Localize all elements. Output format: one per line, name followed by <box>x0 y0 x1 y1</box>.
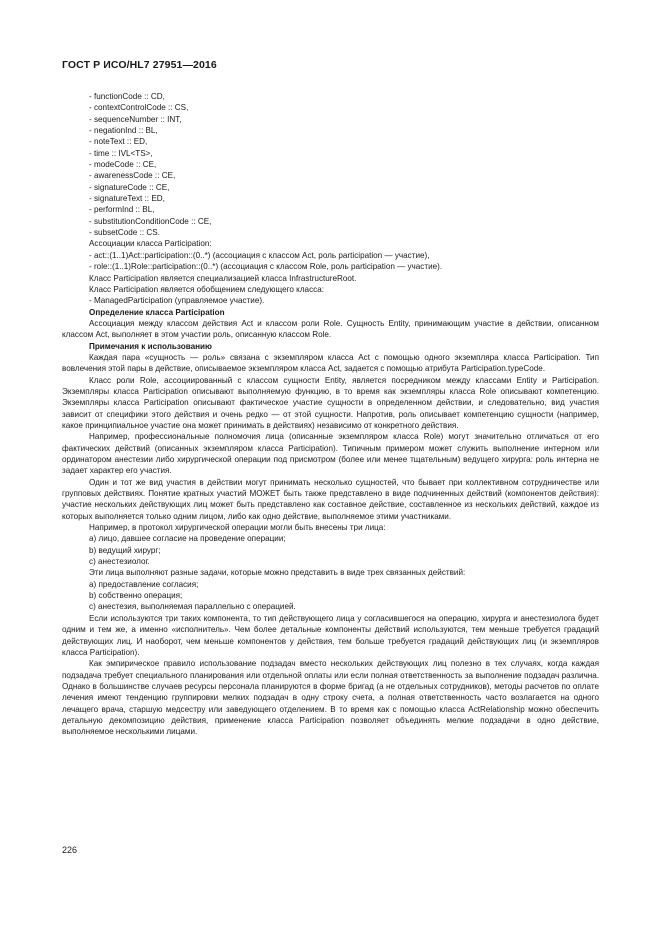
generalization-item: - ManagedParticipation (управляемое участие). <box>89 296 265 306</box>
attribute-item: - substitutionConditionCode :: CE, <box>89 216 212 226</box>
notes-paragraph: Каждая пара «сущность — роль» связана с экземпляром класса Act с помощью одного экземпляра класса Participation. Тип вовлечения этой пары в действие, описываемое экземпляром класса Act, задается с помощью атрибута Participation.typeCode. <box>62 352 599 374</box>
attribute-item: - negationInd :: BL, <box>89 126 158 136</box>
attribute-item: - noteText :: ED, <box>89 137 148 147</box>
definition-paragraph: Ассоциация между классом действия Act и классом роли Role. Сущность Entity, принимающим участие в действии, описанном классом Act, выполняет в этом участии роль, описанную классом Role. <box>62 318 599 340</box>
tasks-intro: Эти лица выполняют разные задачи, которые можно представить в виде трех связанных действий: <box>89 568 466 578</box>
attribute-item: - signatureCode :: CE, <box>89 182 170 192</box>
attribute-item: - performInd :: BL, <box>89 205 155 215</box>
definition-heading: Определение класса Participation <box>89 307 225 317</box>
attribute-item: - sequenceNumber :: INT, <box>89 114 182 124</box>
association-item: - role::(1..1)Role::participation::(0..*) (ассоциация с классом Role, роль participation — участие). <box>89 262 443 272</box>
attribute-item: - signatureText :: ED, <box>89 194 165 204</box>
task-item: а) предоставление согласия; <box>89 579 199 589</box>
attribute-list <box>62 91 599 238</box>
notes-paragraph: Класс роли Role, ассоциированный с классом сущности Entity, является посредником между классами Entity и Participation. Экземпляры класса Participation описывают выполняемую функцию, в то время как экземпляры класса Role описывают компетенцию. Экземпляры класса Participation описывают фактическое участие сущности в определенном действии, и следовательно, вид участия зависит от специфики этого действия и очень редко — от этой сущности. Напротив, роль описывает компетенцию сущности (например, какое принципиальное участие она может принимать в действиях) независимо от конкретного действия. <box>62 375 599 430</box>
task-item: с) анестезия, выполняемая параллельно с операцией. <box>89 602 296 612</box>
attribute-item: - awarenessCode :: CE, <box>89 171 176 181</box>
person-item: b) ведущий хирург; <box>89 545 161 555</box>
person-item: а) лицо, давшее согласие на проведение операции; <box>89 534 286 544</box>
attribute-item: - contextControlCode :: CS, <box>89 103 189 113</box>
page-number: 226 <box>62 845 78 855</box>
attribute-item: - time :: IVL<TS>, <box>89 148 153 158</box>
notes-paragraph: Один и тот же вид участия в действии могут принимать несколько сущностей, что бывает при коллективном сотрудничестве или групповых действиях. Понятие кратных участий МОЖЕТ быть также представлено в виде подчиненных действий (компонентов действия): участие нескольких действующих лиц может быть представлено как составное действие, составленное из нескольких действий, каждое из которых выполняется только одним лицом, либо как одно действие, выполняемое этими участниками. <box>62 477 599 521</box>
specialization-text: Класс Participation является специализацией класса InfrastructureRoot. <box>89 273 357 283</box>
document-body <box>62 91 599 738</box>
attribute-item: - subsetCode :: CS. <box>89 228 160 238</box>
generalization-text: Класс Participation является обобщением следующего класса: <box>89 284 324 294</box>
closing-paragraph: Как эмпирическое правило использование подзадач вместо нескольких действующих лиц полезно в тех случаях, когда каждая подзадача требует специального планирования или отдельной оплаты или если полная ответственность за выполнение подзадач различна. Однако в большинстве случаев ресурсы персонала планируются в форме бригад (а не отдельных сотрудников), методы расчетов по оплате лечения имеют тенденцию группировки мелких подзадач в одну строку счета, а полная ответственность часто возлагается на одного лечащего врача, старшую медсестру или заведующего отделением. В то время как с помощью класса ActRelationship можно обеспечить детальную декомпозицию действия, применение класса Participation позволяет объединять мелкие подзадачи в одно действие, выполняемое несколькими лицами. <box>62 659 599 737</box>
attribute-item: - modeCode :: CE, <box>89 160 157 170</box>
page-header: ГОСТ Р ИСО/HL7 27951—2016 <box>62 59 217 71</box>
task-item: b) собственно операция; <box>89 591 183 601</box>
associations-title: Ассоциации класса Participation: <box>89 239 212 249</box>
attribute-item: - functionCode :: CD, <box>89 92 165 101</box>
notes-heading: Примечания к использованию <box>89 341 212 351</box>
notes-paragraph: Например, в протокол хирургической операции могли быть внесены три лица: <box>89 523 386 533</box>
notes-paragraph: Например, профессиональные полномочия лица (описанные экземпляром класса Role) могут значительно отличаться от его фактических действий (описанных экземпляром класса Participation). Типичным примером может служить выполнение интерном или ординатором анестезии либо хирургической операции под присмотром (более или менее тщательным) ведущего хирурга: роль интерна не задает характер его участия. <box>62 432 599 476</box>
person-item: с) анестезиолог. <box>89 557 150 567</box>
association-item: - act::(1..1)Act::participation::(0..*) (ассоциация с классом Act, роль participation — участие), <box>89 250 430 260</box>
closing-paragraph: Если используются три таких компонента, то тип действующего лица у согласившегося на операцию, хирурга и анестезиолога будет одним и тем же, а именно «исполнитель». Чем более детальные компоненты действий используются, тем меньше требуется градаций действующих лиц. И наоборот, чем меньше компонентов у действия, тем больше требуется градаций действующих лиц (и экземпляров класса Participation). <box>62 613 599 657</box>
